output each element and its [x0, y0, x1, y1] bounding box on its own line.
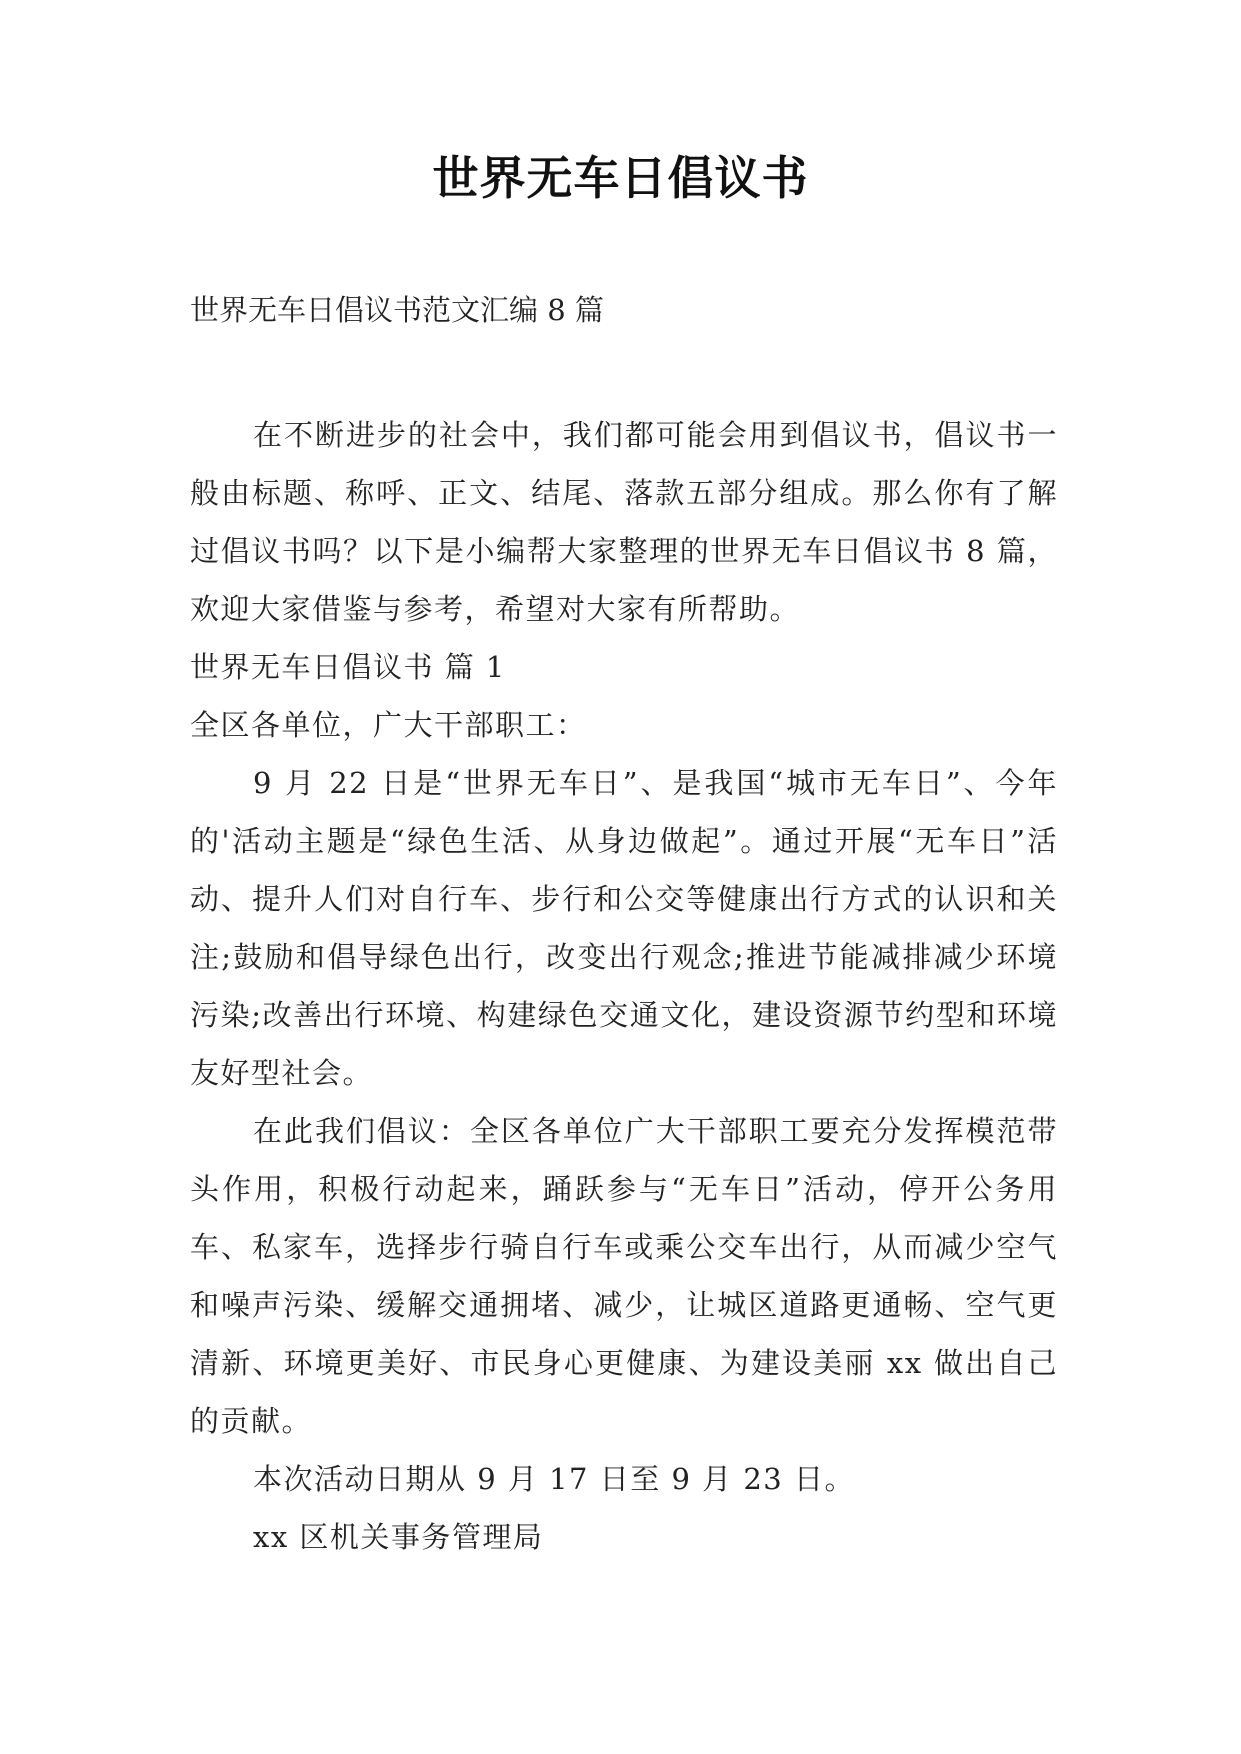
- document-body: [190, 406, 1058, 1566]
- document-subtitle: 世界无车日倡议书范文汇编 8 篇: [190, 293, 604, 327]
- section-heading: 世界无车日倡议书 篇 1: [190, 650, 506, 684]
- salutation: 全区各单位，广大干部职工：: [190, 708, 587, 742]
- body-paragraph-3: 本次活动日期从 9 月 17 日至 9 月 23 日。: [253, 1462, 855, 1496]
- body-paragraph-2: 在此我们倡议：全区各单位广大干部职工要充分发挥模范带头作用，积极行动起来，踊跃参与“无车日”活动，停开公务用车、私家车，选择步行骑自行车或乘公交车出行，从而减少空气和噪声污染、缓解交通拥堵、减少，让城区道路更通畅、空气更清新、环境更美好、市民身心更健康、为建设美丽 xx 做出自己的贡献。: [190, 1114, 1058, 1438]
- intro-paragraph: 在不断进步的社会中，我们都可能会用到倡议书，倡议书一般由标题、称呼、正文、结尾、落款五部分组成。那么你有了解过倡议书吗？以下是小编帮大家整理的世界无车日倡议书 8 篇，欢迎大家借鉴与参考，希望对大家有所帮助。: [190, 418, 1058, 626]
- signature: xx 区机关事务管理局: [253, 1520, 544, 1554]
- document-title: 世界无车日倡议书: [432, 151, 809, 205]
- body-paragraph-1: 9 月 22 日是“世界无车日”、是我国“城市无车日”、今年的'活动主题是“绿色生活、从身边做起”。通过开展“无车日”活动、提升人们对自行车、步行和公交等健康出行方式的认识和关注;鼓励和倡导绿色出行，改变出行观念;推进节能减排减少环境污染;改善出行环境、构建绿色交通文化，建设资源节约型和环境友好型社会。: [190, 766, 1058, 1090]
